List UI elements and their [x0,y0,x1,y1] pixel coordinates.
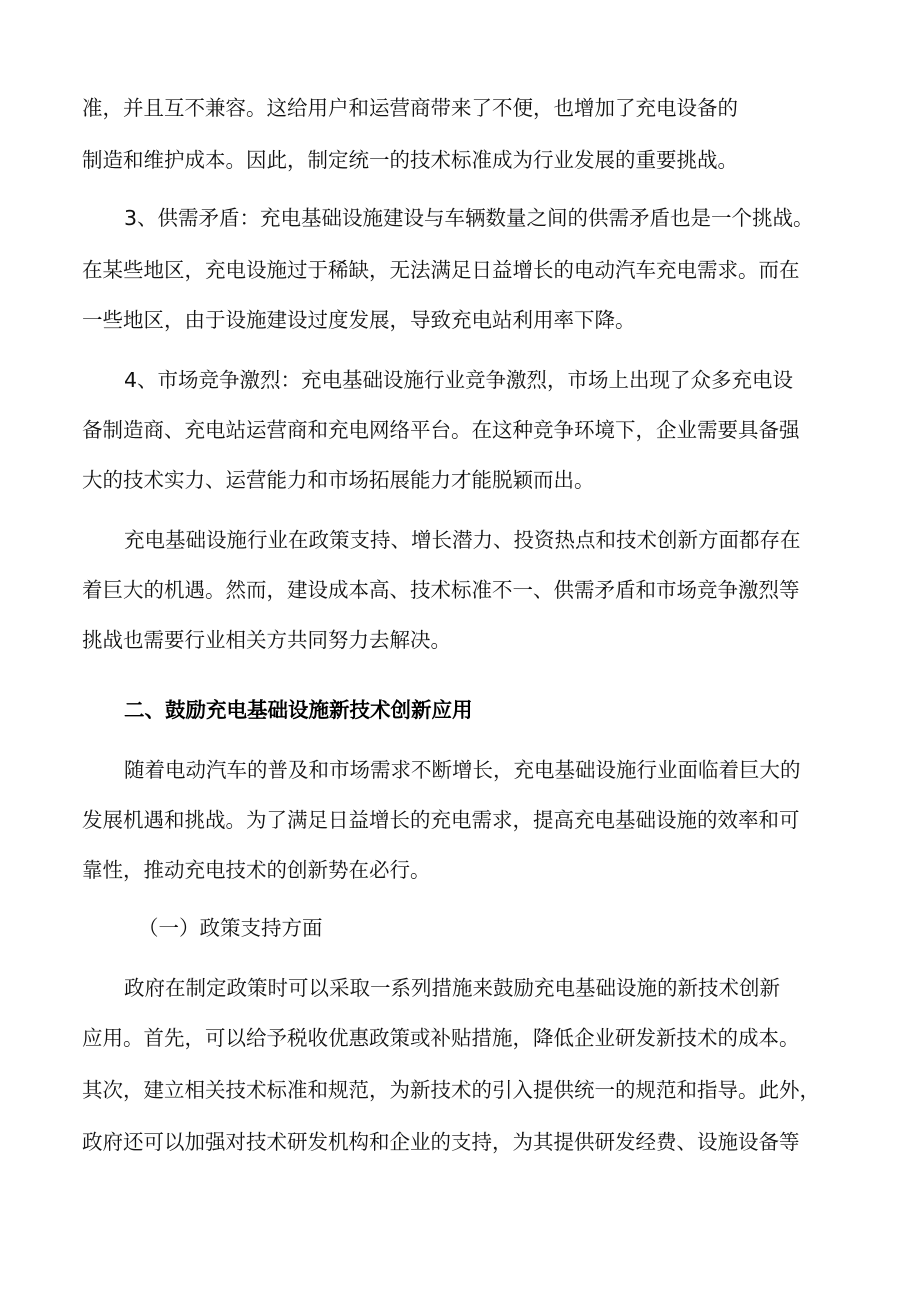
text-line: 政府还可以加强对技术研发机构和企业的支持，为其提供研发经费、设施设备等 [82,1130,800,1154]
text-line: 其次，建立相关技术标准和规范，为新技术的引入提供统一的规范和指导。此外， [82,1078,820,1102]
paragraph-start-line: 4、市场竞争激烈：充电基础设施行业竞争激烈，市场上出现了众多充电设 [124,368,794,392]
text-line: 发展机遇和挑战。为了满足日益增长的充电需求，提高充电基础设施的效率和可 [82,808,800,832]
text-line: 备制造商、充电站运营商和充电网络平台。在这种竞争环境下，企业需要具备强 [82,418,800,442]
text-line: 靠性，推动充电技术的创新势在必行。 [82,858,431,882]
text-line: 在某些地区，充电设施过于稀缺，无法满足日益增长的电动汽车充电需求。而在 [82,258,800,282]
section-heading: 二、鼓励充电基础设施新技术创新应用 [124,698,473,722]
text-line: 大的技术实力、运营能力和市场拓展能力才能脱颖而出。 [82,468,595,492]
text-line: 制造和维护成本。因此，制定统一的技术标准成为行业发展的重要挑战。 [82,148,738,172]
text-line: 挑战也需要行业相关方共同努力去解决。 [82,628,451,652]
text-line: 应用。首先，可以给予税收优惠政策或补贴措施，降低企业研发新技术的成本。 [82,1026,800,1050]
paragraph-start-line: 随着电动汽车的普及和市场需求不断增长，充电基础设施行业面临着巨大的 [124,758,801,782]
text-line: 着巨大的机遇。然而，建设成本高、技术标准不一、供需矛盾和市场竞争激烈等 [82,578,800,602]
subsection-heading: （一）政策支持方面 [138,916,323,940]
text-line: 一些地区，由于设施建设过度发展，导致充电站利用率下降。 [82,308,636,332]
paragraph-start-line: 政府在制定政策时可以采取一系列措施来鼓励充电基础设施的新技术创新 [124,976,780,1000]
paragraph-start-line: 充电基础设施行业在政策支持、增长潜力、投资热点和技术创新方面都存在 [124,528,801,552]
text-line: 准，并且互不兼容。这给用户和运营商带来了不便，也增加了充电设备的 [82,96,738,120]
paragraph-start-line: 3、供需矛盾：充电基础设施建设与车辆数量之间的供需矛盾也是一个挑战。 [124,206,814,230]
